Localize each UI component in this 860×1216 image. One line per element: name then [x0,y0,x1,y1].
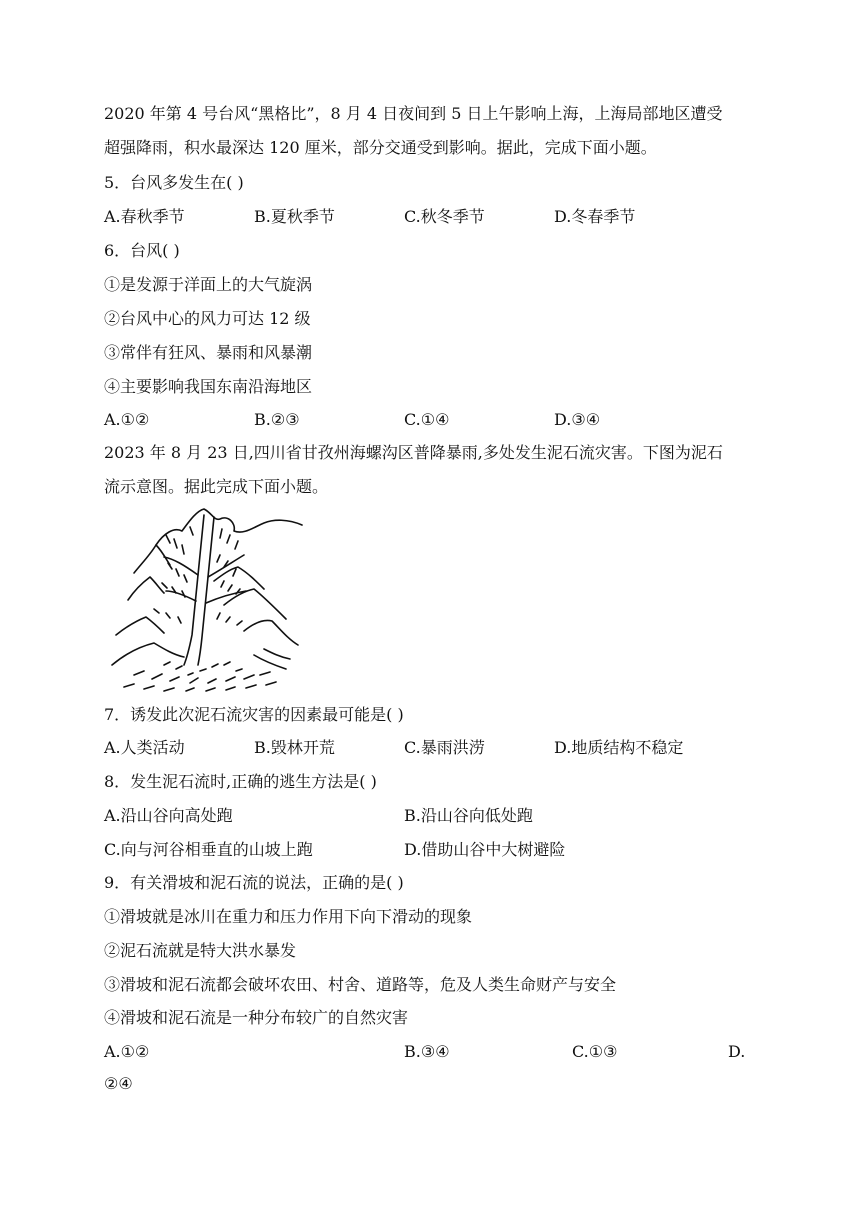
q9-option-a: A.①② [104,1042,150,1061]
q6-statement-3: ③常伴有狂风、暴雨和风暴潮 [104,343,313,362]
q6-option-b: B.②③ [254,410,300,429]
q7-option-b: B.毁林开荒 [254,738,335,757]
q8-option-b: B.沿山谷向低处跑 [404,806,533,825]
q5-option-a: A.春秋季节 [104,207,185,226]
q6-statement-1: ①是发源于洋面上的大气旋涡 [104,275,313,294]
q5-option-b: B.夏秋季节 [254,207,335,226]
q9-statement-3: ③滑坡和泥石流都会破坏农田、村舍、道路等，危及人类生命财产与安全 [104,975,617,994]
q6-option-c: C.①④ [404,410,450,429]
q7-option-d: D.地质结构不稳定 [554,738,684,757]
q7-option-c: C.暴雨洪涝 [404,738,485,757]
q9-statement-2: ②泥石流就是特大洪水暴发 [104,941,297,960]
q9-option-d: D. [728,1042,746,1061]
question-5-stem: 5．台风多发生在( ) [104,173,244,192]
q9-option-d-wrap: ②④ [104,1074,133,1093]
q6-statement-4: ④主要影响我国东南沿海地区 [104,377,313,396]
passage-2-line-1: 2023 年 8 月 23 日,四川省甘孜州海螺沟区普降暴雨,多处发生泥石流灾害。下图为泥石 [104,443,723,462]
q6-option-d: D.③④ [554,410,601,429]
question-7-stem: 7．诱发此次泥石流灾害的因素最可能是( ) [104,705,404,724]
q7-option-a: A.人类活动 [104,738,185,757]
q9-statement-1: ①滑坡就是冰川在重力和压力作用下向下滑动的现象 [104,907,473,926]
q9-statement-4: ④滑坡和泥石流是一种分布较广的自然灾害 [104,1008,409,1027]
q9-option-b: B.③④ [404,1042,450,1061]
q5-option-c: C.秋冬季节 [404,207,485,226]
q8-option-c: C.向与河谷相垂直的山坡上跑 [104,840,313,859]
q6-statement-2: ②台风中心的风力可达 12 级 [104,309,311,328]
q8-option-a: A.沿山谷向高处跑 [104,806,233,825]
question-8-stem: 8．发生泥石流时,正确的逃生方法是( ) [104,772,377,791]
passage-2-line-2: 流示意图。据此完成下面小题。 [104,477,329,496]
q8-option-d: D.借助山谷中大树避险 [404,840,566,859]
passage-1-line-2: 超强降雨，积水最深达 120 厘米，部分交通受到影响。据此，完成下面小题。 [104,138,657,157]
mudflow-sketch-icon [104,505,314,695]
question-9-stem: 9．有关滑坡和泥石流的说法，正确的是( ) [104,873,404,892]
q5-option-d: D.冬春季节 [554,207,636,226]
q6-option-a: A.①② [104,410,150,429]
q9-option-c: C.①③ [572,1042,618,1061]
question-6-stem: 6．台风( ) [104,241,180,260]
passage-1-line-1: 2020 年第 4 号台风“黑格比”，8 月 4 日夜间到 5 日上午影响上海，上海局部地区遭受 [104,104,723,123]
